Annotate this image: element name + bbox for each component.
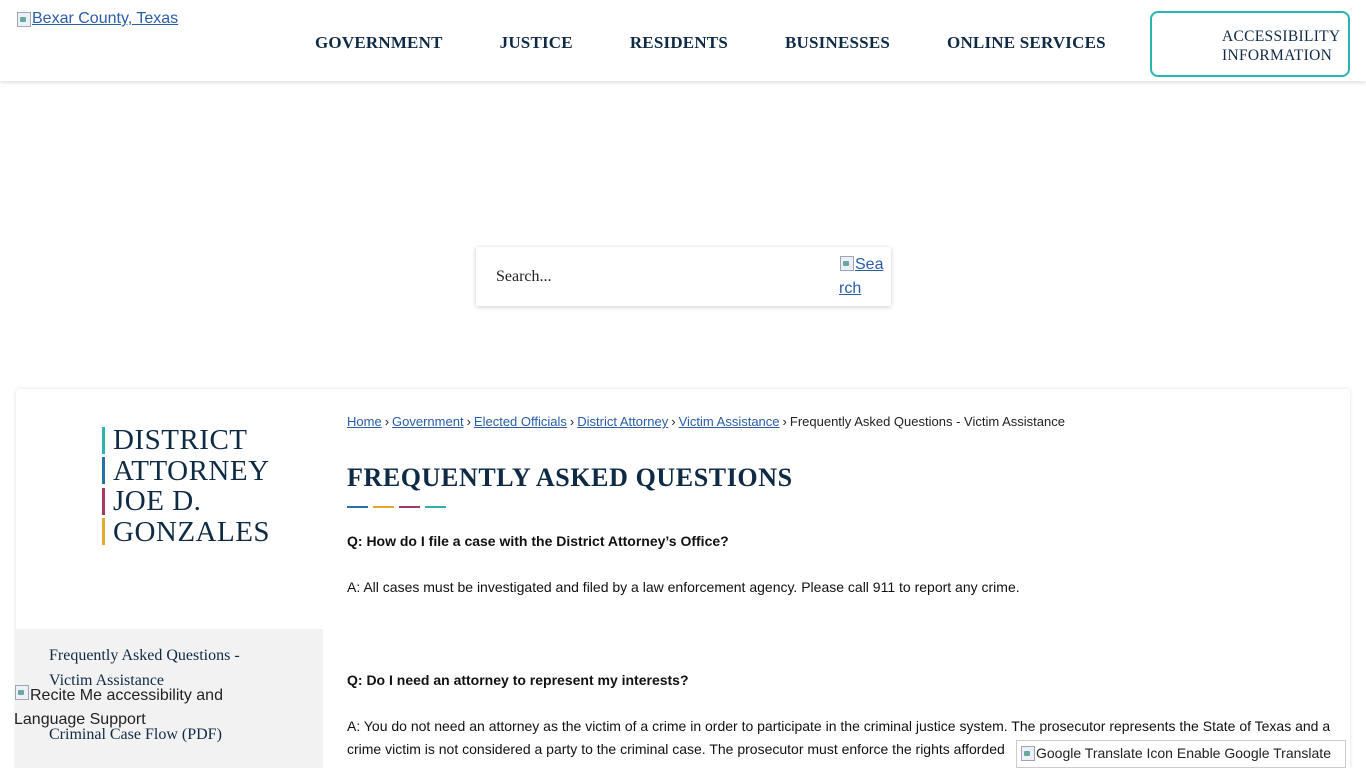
recite-me-button[interactable] — [14, 684, 244, 732]
nav-online-services[interactable]: ONLINE SERVICES — [947, 33, 1106, 52]
county-logo-alt: Bexar County, Texas — [32, 10, 179, 27]
recite-me-alt: Recite Me accessibility and Language Support — [14, 687, 223, 728]
logo-bar — [102, 518, 105, 545]
breadcrumb-elected-officials[interactable]: Elected Officials — [473, 414, 567, 429]
faq-question: Q: Do I need an attorney to represent my interests? — [347, 672, 689, 688]
accessibility-label-line2: INFORMATION — [1222, 47, 1333, 64]
search-input[interactable] — [476, 247, 826, 306]
faq-answer: A: You do not need an attorney as the victim of a crime in order to participate in the criminal justice system. The prosecutor represents the State of Texas and a crime victim is not considered a party to the criminal case. The prosecutor must enforce the rights afforded — [347, 718, 1331, 757]
title-rule-segment — [425, 506, 446, 508]
page-title: FREQUENTLY ASKED QUESTIONS — [347, 463, 793, 492]
broken-image-icon — [16, 11, 32, 27]
google-translate-label: Enable Google Translate — [1176, 745, 1331, 761]
breadcrumb-current: Frequently Asked Questions - Victim Assistance — [789, 414, 1065, 429]
nav-residents[interactable]: RESIDENTS — [629, 33, 729, 52]
sidebar-item-faq[interactable]: Frequently Asked Questions - Victim Assistance — [49, 647, 240, 689]
broken-image-icon — [839, 255, 855, 271]
search-box — [476, 247, 891, 306]
search-button-alt-1: Sea — [855, 256, 884, 273]
logo-text: JOE D. — [113, 485, 202, 518]
logo-bar — [102, 488, 105, 515]
accessibility-button-label — [1222, 27, 1340, 65]
site-header — [0, 0, 1366, 81]
nav-government[interactable]: GOVERNMENT — [315, 33, 443, 52]
accessibility-information-button[interactable] — [1150, 11, 1350, 77]
search-button-alt-2: rch — [839, 280, 862, 297]
logo-text: ATTORNEY — [113, 454, 270, 487]
breadcrumb — [347, 414, 1065, 429]
search-button[interactable] — [839, 253, 889, 303]
broken-image-icon — [1020, 745, 1036, 761]
title-rule-segment — [347, 506, 368, 508]
faq-answer: A: All cases must be investigated and filed by a law enforcement agency. Please call 911 to report any crime. — [347, 579, 1020, 595]
breadcrumb-district-attorney[interactable]: District Attorney — [577, 414, 669, 429]
district-attorney-logo[interactable] — [102, 425, 270, 547]
breadcrumb-home[interactable]: Home — [347, 414, 382, 429]
breadcrumb-victim-assistance[interactable]: Victim Assistance — [678, 414, 780, 429]
accessibility-label-line1: ACCESSIBILITY — [1222, 28, 1341, 45]
nav-businesses[interactable]: BUSINESSES — [785, 33, 891, 52]
breadcrumb-separator: › — [384, 414, 390, 429]
logo-line — [102, 517, 270, 548]
logo-bar — [102, 457, 105, 484]
breadcrumb-separator: › — [466, 414, 471, 429]
breadcrumb-separator: › — [671, 414, 676, 429]
logo-line — [102, 486, 270, 517]
nav-justice[interactable]: JUSTICE — [499, 33, 573, 52]
title-rule-segment — [373, 506, 394, 508]
broken-image-icon — [14, 684, 30, 700]
logo-line — [102, 425, 270, 456]
county-logo-link[interactable] — [16, 10, 178, 28]
breadcrumb-separator: › — [569, 414, 575, 429]
logo-text: DISTRICT — [113, 424, 248, 457]
google-translate-button[interactable] — [1016, 740, 1346, 768]
breadcrumb-separator: › — [782, 414, 787, 429]
main-nav — [286, 33, 1106, 53]
faq-question: Q: How do I file a case with the District Attorney’s Office? — [347, 533, 729, 549]
breadcrumb-government[interactable]: Government — [392, 414, 464, 429]
title-rule-segment — [399, 506, 420, 508]
logo-bar — [102, 427, 105, 454]
logo-text: GONZALES — [113, 515, 271, 548]
logo-line — [102, 456, 270, 487]
sidebar-item-criminal-case-flow[interactable]: Criminal Case Flow (PDF) — [49, 726, 222, 743]
google-translate-icon-alt: Google Translate Icon — [1036, 745, 1173, 761]
